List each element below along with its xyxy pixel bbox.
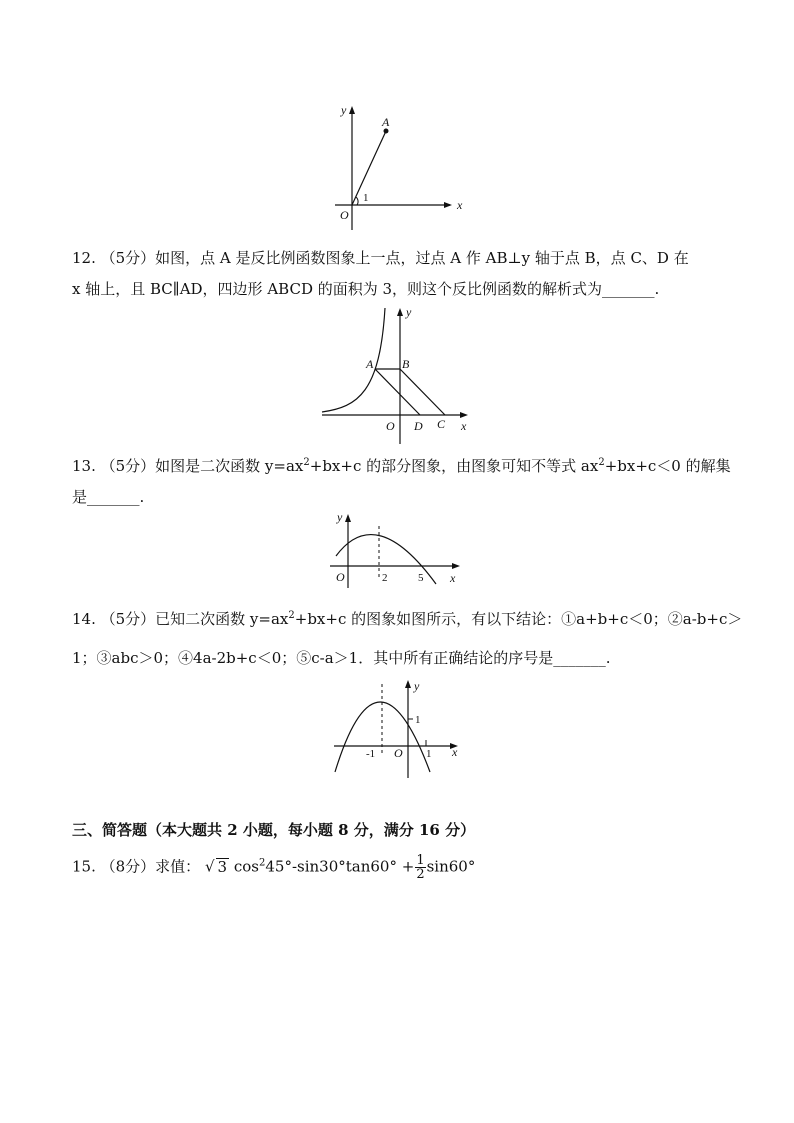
q13-exponent-1: 2 <box>303 457 310 468</box>
q15-cos: cos <box>233 857 259 876</box>
fig13-x-label: x <box>450 571 456 585</box>
fig13-origin-label: O <box>336 570 345 584</box>
fig14-origin-label: O <box>394 746 403 760</box>
fig12-point-b-label: B <box>402 357 410 371</box>
fig12-point-d-label: D <box>414 419 423 433</box>
q15-sqrt-arg: 3 <box>217 857 228 876</box>
fig14-tick-1-y: 1 <box>415 714 421 726</box>
q13-line-1 <box>72 456 731 476</box>
fig14-y-label: y <box>414 679 420 693</box>
fig14-tick-1-x: 1 <box>426 748 432 760</box>
sqrt-symbol-icon: √ <box>204 857 215 876</box>
q15-rest: 45°-sin30°tan60° + <box>265 857 415 876</box>
q15-fraction-denominator: 2 <box>416 867 425 882</box>
q13-text-mid: +bx+c 的部分图象，由图象可知不等式 ax <box>309 457 599 475</box>
fig13-tick-5: 5 <box>418 572 424 584</box>
q15-cos-exponent: 2 <box>258 857 266 869</box>
figure-q14 <box>330 674 464 780</box>
q13-text-post: +bx+c＜0 的解集 <box>604 457 731 475</box>
q13-exponent-2: 2 <box>598 457 605 468</box>
q15-tail: sin60° <box>426 857 476 876</box>
q12-line-2: x 轴上，且 BC∥AD，四边形 ABCD 的面积为 3，则这个反比例函数的解析式为_______. <box>72 280 660 298</box>
fig11-point-a-label: A <box>382 115 390 129</box>
q15-text-pre: 15. （8分）求值： <box>72 857 201 876</box>
q14-text-post: +bx+c 的图象如图所示，有以下结论：①a+b+c＜0；②a-b+c＞ <box>294 610 743 628</box>
fig14-x-label: x <box>452 745 458 759</box>
figure-q12 <box>318 302 478 448</box>
fig12-origin-label: O <box>386 419 395 433</box>
q14-line-2: 1；③abc＞0；④4a-2b+c＜0；⑤c-a＞1．其中所有正确结论的序号是_______. <box>72 649 611 667</box>
fig11-x-label: x <box>457 198 463 212</box>
figure-q13 <box>330 508 464 590</box>
fig14-tick-neg1: -1 <box>366 748 376 760</box>
q15-fraction <box>415 854 425 881</box>
q12-line-1: 12. （5分）如图，点 A 是反比例函数图象上一点，过点 A 作 AB⊥y 轴于点 B，点 C、D 在 <box>72 249 689 267</box>
fig12-x-label: x <box>461 419 467 433</box>
q15-line <box>72 854 475 881</box>
q13-text-pre: 13. （5分）如图是二次函数 y=ax <box>72 457 304 475</box>
fig11-y-label: y <box>341 103 347 117</box>
q13-line-2: 是_______. <box>72 488 145 506</box>
q14-line-1 <box>72 609 742 629</box>
section-heading: 三、简答题（本大题共 2 小题，每小题 8 分，满分 16 分） <box>72 821 476 839</box>
fig12-y-label: y <box>406 305 412 319</box>
fig12-point-a-label: A <box>366 357 374 371</box>
fig12-point-c-label: C <box>437 417 446 431</box>
figure-q11 <box>320 98 480 238</box>
fig13-y-label: y <box>337 510 343 524</box>
fig13-tick-2: 2 <box>382 572 388 584</box>
q15-fraction-numerator: 1 <box>416 853 425 868</box>
q14-text-pre: 14. （5分）已知二次函数 y=ax <box>72 610 289 628</box>
fig11-angle-label: 1 <box>363 192 369 204</box>
q14-exponent: 2 <box>288 610 295 621</box>
fig11-origin-label: O <box>340 208 349 222</box>
